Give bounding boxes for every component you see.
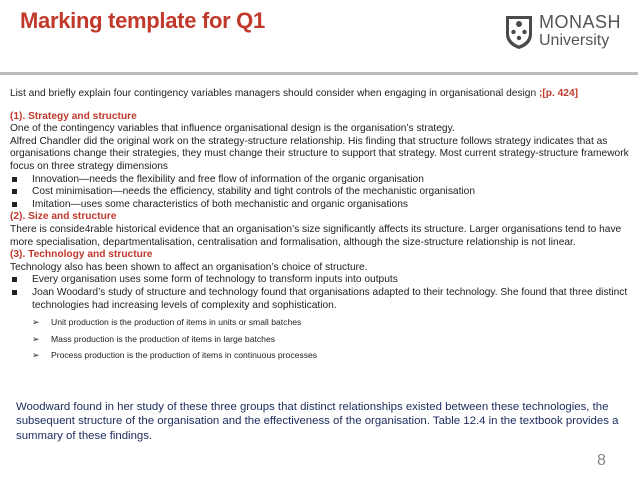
bullet-list <box>10 274 630 312</box>
paragraph: There is conside4rable historical evidence that an organisation’s size significantly affects its structure. Larger organisations tend to have more specialisation, departmentalisation, centralisation and formalisation, although the size-structure relationship is not linear. <box>10 223 622 248</box>
arrow-item <box>10 331 630 347</box>
arrow-bullet-icon: ➢ <box>32 333 40 344</box>
section-heading-technology: (3). Technology and structure <box>10 249 153 261</box>
slide-title: Marking template for Q1 <box>20 8 265 33</box>
arrow-list <box>10 314 630 363</box>
bullet-text: Imitation—uses some characteristics of both mechanistic and organic organisations <box>32 198 408 210</box>
square-bullet-icon <box>12 177 17 182</box>
bullet-text: Innovation—needs the flexibility and free flow of information of the organic organisation <box>32 173 424 185</box>
paragraph: One of the contingency variables that influence organisational design is the organisation’s strategy. <box>10 123 455 135</box>
header-divider <box>0 72 638 75</box>
spacer <box>10 101 630 111</box>
paragraph: Technology also has been shown to affect an organisation’s choice of structure. <box>10 261 368 273</box>
section-heading-strategy: (1). Strategy and structure <box>10 110 137 122</box>
section-heading-size: (2). Size and structure <box>10 211 117 223</box>
bullet-item <box>10 274 630 287</box>
bullet-list <box>10 174 630 212</box>
arrow-bullet-icon: ➢ <box>32 349 40 360</box>
logo-wordmark-line1: MONASH <box>539 12 622 32</box>
square-bullet-icon <box>12 189 17 194</box>
square-bullet-icon <box>12 202 17 207</box>
logo-wordmark-line2: University <box>539 32 610 49</box>
bullet-item <box>10 199 630 212</box>
shield-icon <box>505 14 533 50</box>
bullet-item <box>10 174 630 187</box>
bullet-text: Every organisation uses some form of technology to transform inputs into outputs <box>32 274 398 286</box>
question-text <box>10 88 630 101</box>
arrow-item <box>10 314 630 330</box>
arrow-item-text: Unit production is the production of items in units or small batches <box>51 317 302 328</box>
slide-body <box>10 88 630 363</box>
bullet-item <box>10 186 630 199</box>
question-body: List and briefly explain four contingency variables managers should consider when engaging in organisational design <box>10 88 539 99</box>
bullet-item <box>10 287 630 312</box>
arrow-item-text: Mass production is the production of items in large batches <box>51 333 276 344</box>
page-number: 8 <box>597 452 606 469</box>
arrow-item <box>10 347 630 363</box>
bullet-text: Cost minimisation—needs the efficiency, stability and tight controls of the mechanistic organisation <box>32 186 476 198</box>
square-bullet-icon <box>12 290 17 295</box>
bullet-text: Joan Woodard’s study of structure and technology found that organisations adapted to their technology. She found that three distinct technologies had increasing levels of complexity and sophistication. <box>32 286 628 311</box>
monash-university-logo <box>505 12 630 58</box>
closing-paragraph: Woodward found in her study of these three groups that distinct relationships existed between these technologies, the subsequent structure of the organisation and the effectiveness of the organisation. Table 12.4 in the textbook provides a summary of these findings. <box>16 401 619 442</box>
page-reference: ;[p. 424] <box>538 88 579 99</box>
square-bullet-icon <box>12 277 17 282</box>
paragraph: Alfred Chandler did the original work on the strategy-structure relationship. His finding that structure follows strategy indicates that as organisations change their strategies, they must change their structure to support that strategy. Most current strategy-structure framework focus on three strategy dimensions <box>10 135 629 172</box>
arrow-item-text: Process production is the production of items in continuous processes <box>51 349 318 360</box>
arrow-bullet-icon: ➢ <box>32 317 40 328</box>
